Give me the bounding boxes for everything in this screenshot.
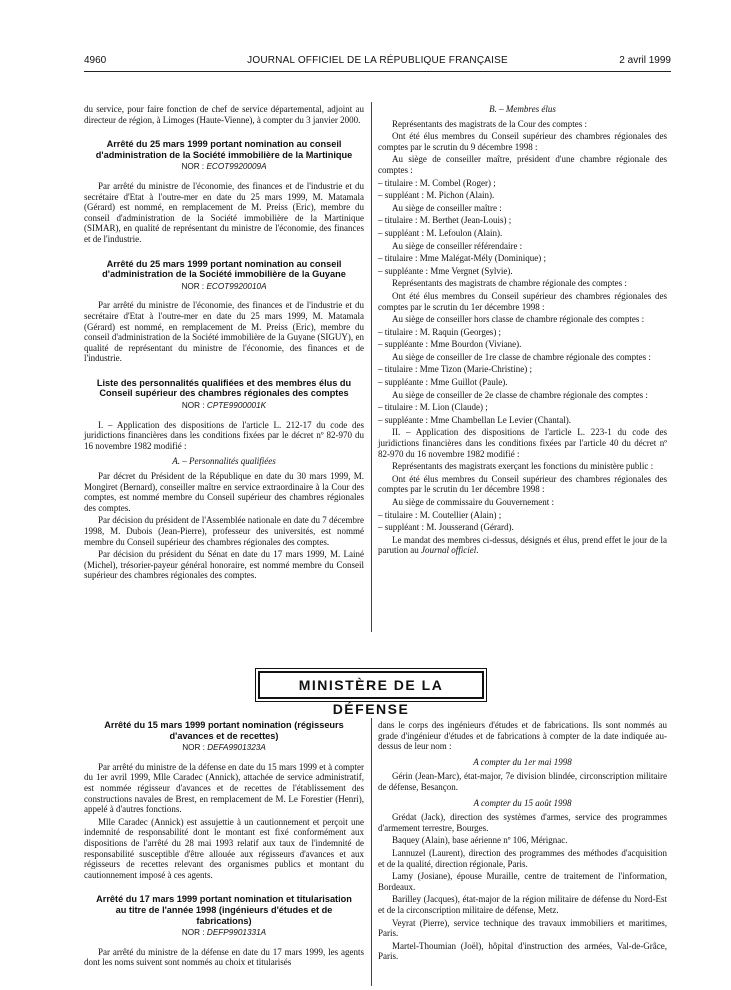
page-number: 4960 — [84, 55, 107, 66]
paragraph: Ont été élus membres du Conseil supérieur des chambres régionales des comptes par le scrutin du 1er décembre 1998 : — [378, 473, 667, 495]
article-paragraph: Par décision du président du Sénat en date du 17 mars 1999, M. Lainé (Michel), trésorier-payeur général honoraire, est nommé membre du Conseil supérieur des chambres régionales des comptes. — [84, 549, 364, 581]
list-item: – suppléante : Mme Guillot (Paule). — [378, 377, 508, 388]
list-item: – suppléante : Mme Vergnet (Sylvie). — [378, 265, 513, 276]
paragraph: Représentants des magistrats de chambre régionale des comptes : — [392, 278, 627, 289]
article-body: Par arrêté du ministre de l'économie, des finances et de l'industrie et du secrétaire d'Etat à l'outre-mer en date du 25 mars 1999, M. Matamala (Gérard) est nommé, en remplacement de M. Preiss (Eric), membre du conseil d'administration de la Société immobilière de la Martinique (SIMAR), en qualité de représentant du ministre de l'économie, des finances et de l'industrie. — [84, 180, 364, 244]
nor-code: DEFP9901331A — [206, 928, 267, 938]
paragraph: Représentants des magistrats exerçant les fonctions du ministère public : — [392, 461, 654, 472]
paragraph: Représentants des magistrats de la Cour des comptes : — [392, 118, 587, 129]
article-paragraph: Par arrêté du ministre de la défense en date du 17 mars 1999, les agents dont les noms suivent sont nommés au choix et titularisés — [84, 946, 364, 968]
article-paragraph: Mlle Caradec (Annick) est assujettie à un cautionnement et perçoit une indemnité de responsabilité dont le montant est fixé conformément aux dispositions de l'arrêté du 28 mai 1993 relatif aux taux de l'indemnité de responsabilité susceptible d'être allouée aux régisseurs d'avances et aux régisseurs de recettes relevant des organismes publics et montant du cautionnement imposé à ces agents. — [84, 816, 364, 880]
column-divider — [371, 718, 372, 986]
list-item: Lamy (Josiane), épouse Muraille, centre de traitement de l'information, Bordeaux. — [378, 871, 667, 892]
article-title: Arrêté du 15 mars 1999 portant nomination (régisseurs d'avances et de recettes) — [104, 720, 344, 741]
paragraph: II. – Application des dispositions de l'article L. 223-1 du code des juridictions financières dans les conditions fixées par l'article 40 du décret nº 82-970 du 16 novembre 1982 modifié : — [378, 427, 667, 459]
list-item: Baquey (Alain), base aérienne nº 106, Mérignac. — [392, 835, 568, 846]
section-subtitle: B. – Membres élus — [489, 104, 556, 114]
bottom-right-column — [378, 720, 667, 964]
issue-date: 2 avril 1999 — [619, 55, 671, 66]
paragraph: Au siège de conseiller référendaire : — [392, 240, 523, 251]
intro-text: du service, pour faire fonction de chef de service départemental, adjoint au directeur de région, à Limoges (Haute-Vienne), à compter du 3 janvier 2000. — [84, 104, 364, 125]
paragraph: Au siège de conseiller de 2e classe de chambre régionale des comptes : — [392, 389, 648, 400]
paragraph: Ont été élus membres du Conseil supérieur des chambres régionales des comptes par le scrutin du 1er décembre 1998 : — [378, 290, 667, 312]
list-item: Lannuzel (Laurent), direction des programmes des méthodes d'acquisition et de la qualité, direction régionale, Paris. — [378, 847, 667, 869]
paragraph: Au siège de conseiller hors classe de chambre régionale des comptes : — [392, 314, 645, 325]
bottom-left-column — [84, 720, 364, 970]
list-item: – titulaire : M. Lion (Claude) ; — [378, 402, 488, 413]
paragraph: Au siège de conseiller maître : — [392, 202, 502, 213]
nor-code: DEFA9901323A — [207, 743, 266, 753]
section-subtitle: A. – Personnalités qualifiées — [172, 456, 276, 467]
article-body: Par arrêté du ministre de l'économie, des finances et de l'industrie et du secrétaire d'Etat à l'outre-mer en date du 25 mars 1999, M. Matamala (Gérard) est nommé, en remplacement de M. Preiss (Eric), membre du conseil d'administration de la Société immobilière de la Guyane (SIGUY), en qualité de représentant du ministre de l'économie, des finances et de l'industrie. — [84, 300, 364, 364]
list-item: Grédat (Jack), direction des systèmes d'armes, service des programmes d'armement terrestre, Bourges. — [378, 812, 667, 833]
list-item: – titulaire : M. Combel (Roger) ; — [378, 177, 496, 188]
article-paragraph: Par décret du Président de la République en date du 30 mars 1999, M. Mongiret (Bernard), conseiller maître en service extraordinaire à la Cour des comptes, est nommé membre du Conseil supérieur des chambres régionales des comptes. — [84, 471, 364, 513]
page-header — [84, 55, 671, 71]
nor-reference: NOR : DEFP9901331A — [181, 928, 267, 938]
list-item: – titulaire : Mme Malégat-Mély (Dominique) ; — [378, 253, 546, 264]
date-subtitle: A compter du 15 août 1998 — [473, 797, 572, 808]
nor-reference: NOR : CPTE9900001K — [181, 401, 267, 411]
list-item: – titulaire : M. Berthet (Jean-Louis) ; — [378, 215, 512, 226]
nor-reference: NOR : ECOT9920009A — [181, 162, 267, 172]
list-item: – suppléante : Mme Bourdon (Viviane). — [378, 339, 522, 350]
list-item: – suppléante : Mme Chambellan Le Levier (Chantal). — [378, 414, 571, 425]
nor-reference: NOR : DEFA9901323A — [182, 743, 266, 753]
article-title: Arrêté du 17 mars 1999 portant nomination et titularisation au titre de l'année 1998 (ingénieurs d'études et de fabrications) — [96, 894, 352, 926]
column-divider — [371, 102, 372, 632]
list-item: – titulaire : Mme Tizon (Marie-Christine) ; — [378, 364, 532, 375]
list-item: – titulaire : M. Raquin (Georges) ; — [378, 326, 502, 337]
nor-reference: NOR : ECOT9920010A — [181, 281, 267, 291]
paragraph: Ont été élus membres du Conseil supérieur des chambres régionales des comptes par le scrutin du 9 décembre 1998 : — [378, 131, 667, 152]
article-title: Arrêté du 25 mars 1999 portant nomination au conseil d'administration de la Société immobilière de la Martinique — [95, 139, 353, 160]
list-item: Martel-Thoumian (Joël), hôpital d'instruction des armées, Val-de-Grâce, Paris. — [378, 940, 667, 962]
list-item: – titulaire : M. Coutellier (Alain) ; — [378, 509, 502, 520]
closing-paragraph: Le mandat des membres ci-dessus, désignés et élus, prend effet le jour de la parution au Journal officiel. — [378, 534, 667, 556]
article-paragraph: I. – Application des dispositions de l'article L. 212-17 du code des juridictions financières dans les conditions fixées par le décret nº 82-970 du 16 novembre 1982 modifié : — [84, 419, 364, 451]
journal-title: JOURNAL OFFICIEL DE LA RÉPUBLIQUE FRANÇAISE — [247, 55, 508, 66]
nor-code: ECOT9920009A — [206, 162, 267, 172]
article-paragraph: Par arrêté du ministre de la défense en date du 15 mars 1999 et à compter du 1er avril 1999, Mlle Caradec (Annick), attachée de service administratif, est nommée régisseur d'avances et de recettes de l'établissement des constructions navales de Brest, en remplacement de M. Le Forestier (Henri), appelé à d'autres fonctions. — [84, 761, 364, 815]
header-rule — [84, 71, 671, 72]
left-column — [84, 104, 364, 583]
article-title: Arrêté du 25 mars 1999 portant nomination au conseil d'administration de la Société immobilière de la Guyane — [102, 258, 346, 280]
list-item: Barilley (Jacques), état-major de la région militaire de défense du Nord-Est et de la circonscription militaire de défense, Metz. — [378, 894, 667, 915]
list-item: – suppléant : M. Lefoulon (Alain). — [378, 227, 503, 238]
article-title: Liste des personnalités qualifiées et des membres élus du Conseil supérieur des chambres régionales des comptes — [96, 377, 352, 399]
paragraph: Au siège de conseiller de 1re classe de chambre régionale des comptes : — [392, 351, 651, 362]
right-column — [378, 104, 667, 558]
nor-code: CPTE9900001K — [206, 401, 267, 411]
date-subtitle: A compter du 1er mai 1998 — [473, 756, 572, 767]
list-item: Gérin (Jean-Marc), état-major, 7e division blindée, circonscription militaire de défense, Besançon. — [378, 771, 667, 792]
paragraph: Au siège de conseiller maître, président d'une chambre régionale des comptes : — [378, 154, 667, 175]
article-paragraph: Par décision du président de l'Assemblée nationale en date du 7 décembre 1998, M. Dubois (Jean-Pierre), professeur des universités, est nommé membre du Conseil supérieur des chambres régionales des comptes. — [84, 515, 364, 547]
list-item: – suppléant : M. Pichon (Alain). — [378, 190, 495, 201]
list-item: – suppléant : M. Jousserand (Gérard). — [378, 522, 514, 533]
ministry-heading: MINISTÈRE DE LA DÉFENSE — [258, 671, 484, 699]
journal-name: Journal officiel — [421, 545, 477, 556]
nor-code: ECOT9920010A — [206, 281, 267, 291]
list-item: Veyrat (Pierre), service technique des travaux immobiliers et maritimes, Paris. — [378, 917, 667, 939]
paragraph: dans le corps des ingénieurs d'études et de fabrications. Ils sont nommés au grade d'ingénieur d'études et de fabrications à compter de la date indiquée au-dessus de leur nom : — [378, 720, 667, 752]
paragraph: Au siège de commissaire du Gouvernement : — [392, 497, 554, 507]
